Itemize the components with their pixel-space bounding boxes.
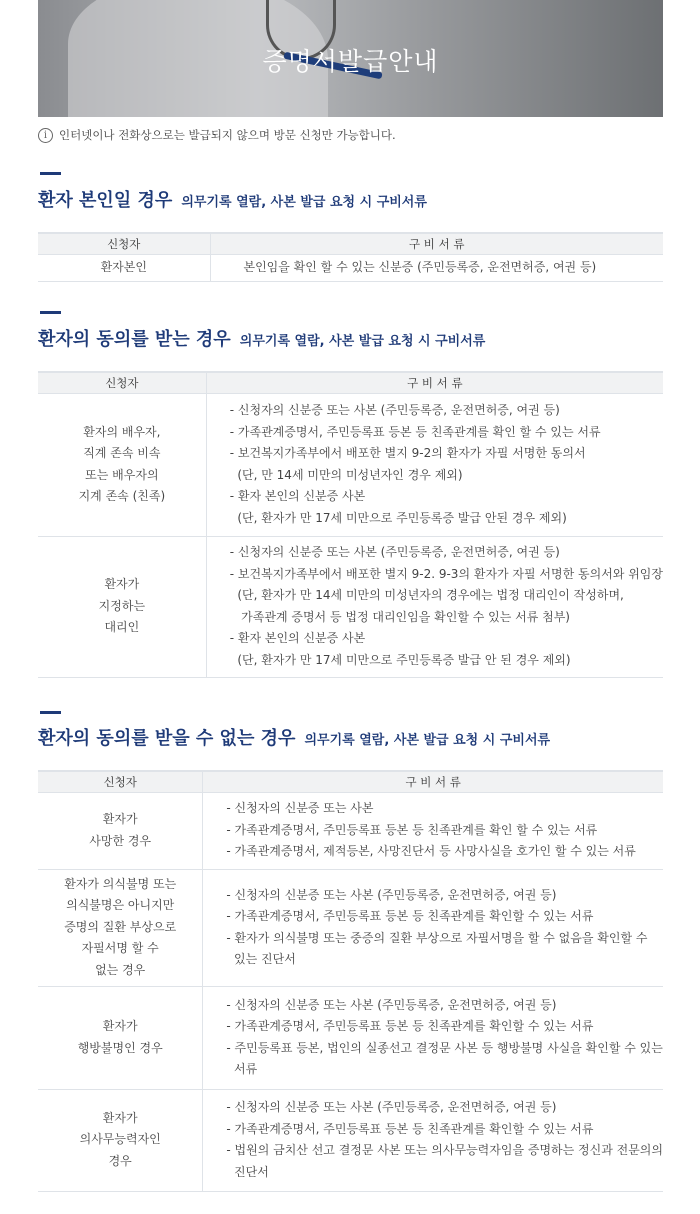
table-row bbox=[38, 254, 663, 281]
applicant-line: 환자의 배우자, bbox=[83, 424, 161, 439]
table-row bbox=[38, 536, 663, 677]
applicant-line: 환자가 bbox=[102, 1019, 138, 1033]
table-row bbox=[38, 393, 663, 536]
page-title: 증명서발급안내 bbox=[262, 47, 439, 76]
document-line: - 가족관계증명서, 제적등본, 사망진단서 등 사망사실을 호가인 할 수 있는 서류 bbox=[226, 844, 636, 859]
documents-cell bbox=[203, 1089, 663, 1191]
documents-table bbox=[38, 770, 663, 1192]
document-line: (단, 환자가 만 17세 미만으로 주민등록증 발급 안된 경우 제외) bbox=[229, 510, 567, 525]
documents-cell bbox=[203, 986, 663, 1089]
header-applicant: 신청자 bbox=[38, 372, 206, 393]
documents-cell bbox=[206, 393, 663, 536]
applicant-line: 경우 bbox=[108, 1153, 132, 1168]
document-line: 진단서 bbox=[226, 1164, 269, 1179]
page-banner bbox=[38, 0, 663, 117]
document-line: - 가족관계증명서, 주민등록표 등본 등 친족관계를 확인할 수 있는 서류 bbox=[226, 1019, 594, 1033]
documents-table bbox=[38, 371, 663, 678]
documents-cell bbox=[203, 869, 663, 986]
document-line: 본인임을 확인 할 수 있는 신분증 (주민등록증, 운전면허증, 여권 등) bbox=[243, 259, 597, 274]
document-line: - 가족관계증명서, 주민등록표 등본 등 친족관계를 확인할 수 있는 서류 bbox=[226, 909, 594, 923]
applicant-line: 환자가 bbox=[102, 1110, 138, 1125]
documents-cell bbox=[203, 792, 663, 869]
section-subtitle: 의무기록 열람, 사본 발급 요청 시 구비서류 bbox=[239, 334, 486, 349]
applicant-cell bbox=[38, 393, 206, 536]
document-line: (단, 환자가 만 14세 미만의 미성년자의 경우에는 법정 대리인이 작성하며, bbox=[229, 588, 624, 602]
applicant-line: 직계 존속 비속 bbox=[83, 446, 161, 460]
section-subtitle: 의무기록 열람, 사본 발급 요청 시 구비서류 bbox=[181, 195, 427, 210]
document-line: - 가족관계증명서, 주민등록표 등본 등 친족관계를 확인 할 수 있는 서류 bbox=[229, 424, 601, 439]
table-header bbox=[38, 233, 663, 254]
applicant-line: 대리인 bbox=[104, 620, 140, 635]
applicant-line: 또는 배우자의 bbox=[85, 467, 159, 482]
applicant-line: 의식불명은 아니지만 bbox=[66, 898, 175, 913]
table-row bbox=[38, 986, 663, 1089]
applicant-cell bbox=[38, 536, 206, 677]
applicant-line: 지정하는 bbox=[98, 598, 146, 613]
section-title bbox=[38, 325, 485, 351]
document-line: 서류 bbox=[226, 1062, 258, 1076]
applicant-line: 환자가 bbox=[102, 812, 138, 826]
applicant-cell bbox=[38, 869, 203, 986]
applicant-line: 의사무능력자인 bbox=[79, 1132, 161, 1147]
section-heading: 환자의 동의를 받을 수 없는 경우 bbox=[38, 728, 296, 749]
applicant-cell bbox=[38, 986, 203, 1089]
document-line: - 법원의 금치산 선고 결정문 사본 또는 의사무능력자임을 증명하는 정신과 전문의의 bbox=[226, 1143, 663, 1157]
table-row bbox=[38, 1089, 663, 1191]
applicant-line: 사망한 경우 bbox=[89, 833, 152, 848]
document-line: - 신청자의 신분증 또는 사본 (주민등록증, 운전면허증, 여권 등) bbox=[229, 545, 560, 559]
applicant-line: 환자가 의식불명 또는 bbox=[64, 876, 177, 891]
header-documents: 구 비 서 류 bbox=[203, 771, 663, 792]
header-documents: 구 비 서 류 bbox=[206, 372, 663, 393]
header-documents: 구 비 서 류 bbox=[210, 233, 663, 254]
document-line: - 주민등록표 등본, 법인의 실종선고 결정문 사본 등 행방불명 사실을 확인할 수 있는 bbox=[226, 1040, 663, 1055]
info-icon: i bbox=[38, 128, 53, 143]
document-line: - 신청자의 신분증 또는 사본 (주민등록증, 운전면허증, 여권 등) bbox=[226, 1100, 557, 1114]
applicant-line: 지계 존속 (친족) bbox=[78, 489, 166, 503]
section-heading: 환자의 동의를 받는 경우 bbox=[38, 329, 231, 350]
applicant-line: 환자본인 bbox=[100, 259, 147, 274]
applicant-line: 없는 경우 bbox=[95, 962, 146, 977]
document-line: - 환자 본인의 신분증 사본 bbox=[229, 489, 366, 503]
applicant-cell bbox=[38, 1089, 203, 1191]
documents-table bbox=[38, 232, 663, 282]
document-line: - 신청자의 신분증 또는 사본 (주민등록증, 운전면허증, 여권 등) bbox=[226, 887, 557, 902]
applicant-line: 자필서명 할 수 bbox=[81, 941, 159, 956]
section-marker bbox=[40, 172, 61, 175]
document-line: - 보건복지가족부에서 배포한 별지 9-2의 환자가 자필 서명한 동의서 bbox=[229, 446, 586, 460]
applicant-cell bbox=[38, 254, 210, 281]
document-line: (단, 만 14세 미만의 미성년자인 경우 제외) bbox=[229, 467, 463, 482]
document-line: - 환자가 의식불명 또는 중증의 질환 부상으로 자필서명을 할 수 없음을 확인할 수 bbox=[226, 930, 648, 945]
info-notice bbox=[38, 127, 396, 143]
applicant-line: 환자가 bbox=[104, 577, 140, 592]
section-title bbox=[38, 186, 427, 212]
document-line: 가족관계 증명서 등 법정 대리인임을 확인할 수 있는 서류 첨부) bbox=[229, 609, 570, 624]
table-row bbox=[38, 792, 663, 869]
document-line: - 가족관계증명서, 주민등록표 등본 등 친족관계를 확인 할 수 있는 서류 bbox=[226, 822, 598, 837]
document-line: - 가족관계증명서, 주민등록표 등본 등 친족관계를 확인할 수 있는 서류 bbox=[226, 1121, 594, 1136]
document-line: - 신청자의 신분증 또는 사본 (주민등록증, 운전면허증, 여권 등) bbox=[229, 403, 560, 417]
section-subtitle: 의무기록 열람, 사본 발급 요청 시 구비서류 bbox=[304, 733, 551, 748]
document-line: 있는 진단서 bbox=[226, 952, 296, 966]
table-header bbox=[38, 771, 663, 792]
documents-cell bbox=[210, 254, 663, 281]
documents-cell bbox=[206, 536, 663, 677]
section-marker bbox=[40, 311, 61, 314]
section-title bbox=[38, 724, 550, 750]
document-line: - 신청자의 신분증 또는 사본 bbox=[226, 801, 374, 816]
document-line: - 신청자의 신분증 또는 사본 (주민등록증, 운전면허증, 여권 등) bbox=[226, 997, 557, 1012]
applicant-cell bbox=[38, 792, 203, 869]
document-line: - 보건복지가족부에서 배포한 별지 9-2. 9-3의 환자가 자필 서명한 동의서와 위임장 bbox=[229, 566, 663, 581]
section-marker bbox=[40, 711, 61, 714]
header-applicant: 신청자 bbox=[38, 771, 203, 792]
applicant-line: 증명의 질환 부상으로 bbox=[64, 919, 177, 934]
table-header bbox=[38, 372, 663, 393]
applicant-line: 행방불명인 경우 bbox=[77, 1040, 163, 1055]
section-heading: 환자 본인일 경우 bbox=[38, 190, 173, 211]
document-line: (단, 환자가 만 17세 미만으로 주민등록증 발급 안 된 경우 제외) bbox=[229, 652, 571, 667]
info-text: 인터넷이나 전화상으로는 발급되지 않으며 방문 신청만 가능합니다. bbox=[59, 128, 396, 142]
header-applicant: 신청자 bbox=[38, 233, 210, 254]
table-row bbox=[38, 869, 663, 986]
document-line: - 환자 본인의 신분증 사본 bbox=[229, 631, 366, 645]
